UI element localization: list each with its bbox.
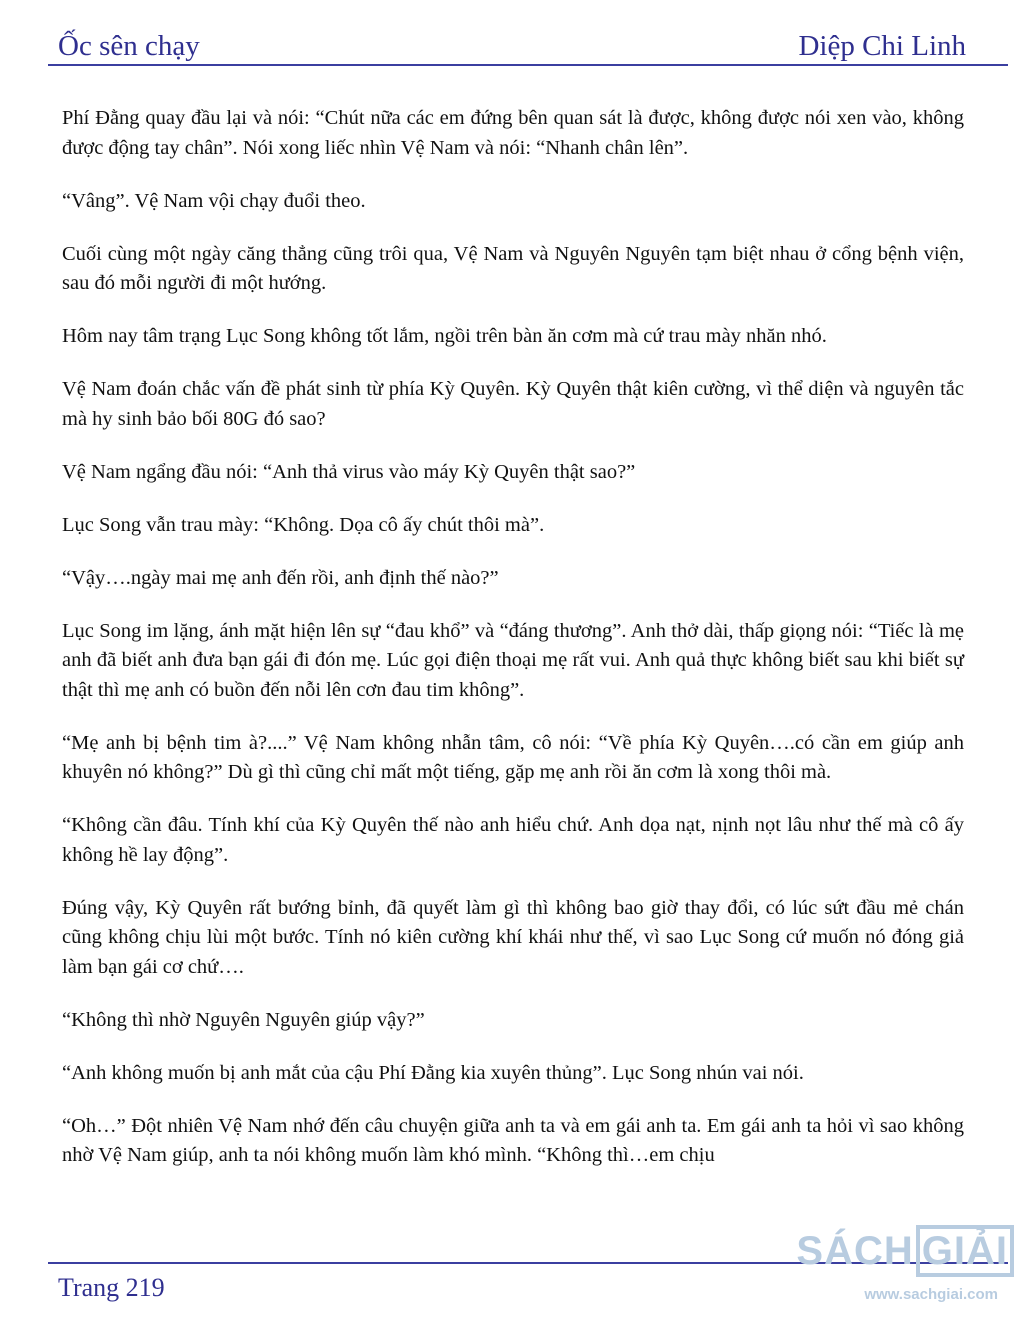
paragraph: Phí Đằng quay đầu lại và nói: “Chút nữa các em đứng bên quan sát là được, không được nói xen vào, không được động tay chân”. Nói xong liếc nhìn Vệ Nam và nói: “Nhanh chân lên”. — [62, 107, 964, 159]
page-body — [62, 104, 964, 1194]
paragraph: “Mẹ anh bị bệnh tim à?....” Vệ Nam không nhẫn tâm, cô nói: “Về phía Kỳ Quyên….có cần em giúp anh khuyên nó không?” Dù gì thì cũng chỉ mất một tiếng, gặp mẹ anh rồi ăn cơm là xong thôi mà. — [62, 731, 964, 783]
paragraph: Vệ Nam đoán chắc vấn đề phát sinh từ phía Kỳ Quyên. Kỳ Quyên thật kiên cường, vì thể diện và nguyên tắc mà hy sinh bảo bối 80G đó sao? — [62, 378, 964, 430]
paragraph: Hôm nay tâm trạng Lục Song không tốt lắm, ngồi trên bàn ăn cơm mà cứ trau mày nhăn nhó. — [62, 325, 827, 347]
paragraph: Cuối cùng một ngày căng thẳng cũng trôi qua, Vệ Nam và Nguyên Nguyên tạm biệt nhau ở cổng bệnh viện, sau đó mỗi người đi một hướng. — [62, 242, 964, 294]
book-title: Ốc sên chạy — [58, 30, 200, 62]
paragraph: Lục Song vẫn trau mày: “Không. Dọa cô ấy chút thôi mà”. — [62, 513, 545, 536]
author-name: Diệp Chi Linh — [798, 30, 966, 62]
paragraph: “Oh…” Đột nhiên Vệ Nam nhớ đến câu chuyện giữa anh ta và em gái anh ta. Em gái anh ta hỏi vì sao không nhờ Vệ Nam giúp, anh ta nói không muốn làm khó mình. “Không thì…em chịu — [62, 1114, 964, 1166]
paragraph: “Anh không muốn bị anh mắt của cậu Phí Đằng kia xuyên thủng”. Lục Song nhún vai nói. — [62, 1061, 804, 1084]
paragraph: “Không cần đâu. Tính khí của Kỳ Quyên thế nào anh hiểu chứ. Anh dọa nạt, nịnh nọt lâu như thế mà cô ấy không hề lay động”. — [62, 814, 964, 866]
paragraph: Lục Song im lặng, ánh mặt hiện lên sự “đau khổ” và “đáng thương”. Anh thở dài, thấp giọng nói: “Tiếc là mẹ anh đã biết anh đưa bạn gái đi đón mẹ. Lúc gọi điện thoại mẹ rất vui. Anh quả thực không biết sau khi biết sự thật thì mẹ anh có buồn đến nỗi lên cơn đau tim không”. — [62, 619, 964, 701]
watermark-url: www.sachgiai.com — [864, 1286, 998, 1303]
watermark-logo — [796, 1226, 1014, 1276]
paragraph: Vệ Nam ngẩng đầu nói: “Anh thả virus vào máy Kỳ Quyên thật sao?” — [62, 460, 636, 483]
watermark — [796, 1218, 1014, 1318]
paragraph: “Vậy….ngày mai mẹ anh đến rồi, anh định thế nào?” — [62, 566, 499, 589]
paragraph: Đúng vậy, Kỳ Quyên rất bướng bỉnh, đã quyết làm gì thì không bao giờ thay đổi, có lúc sứt đầu mẻ chán cũng không chịu lùi một bước. Tính nó kiên cường khí khái như thế, vì sao Lục Song cứ muốn nó đóng giả làm bạn gái cơ chứ…. — [62, 896, 964, 978]
page-header — [58, 24, 966, 64]
watermark-logo-text-2: GIẢI — [916, 1225, 1014, 1277]
page-number: Trang 219 — [58, 1273, 165, 1302]
paragraph: “Không thì nhờ Nguyên Nguyên giúp vậy?” — [62, 1008, 425, 1031]
paragraph: “Vâng”. Vệ Nam vội chạy đuổi theo. — [62, 189, 366, 212]
watermark-logo-text-1: SÁCH — [796, 1228, 914, 1273]
header-divider — [48, 64, 1008, 66]
